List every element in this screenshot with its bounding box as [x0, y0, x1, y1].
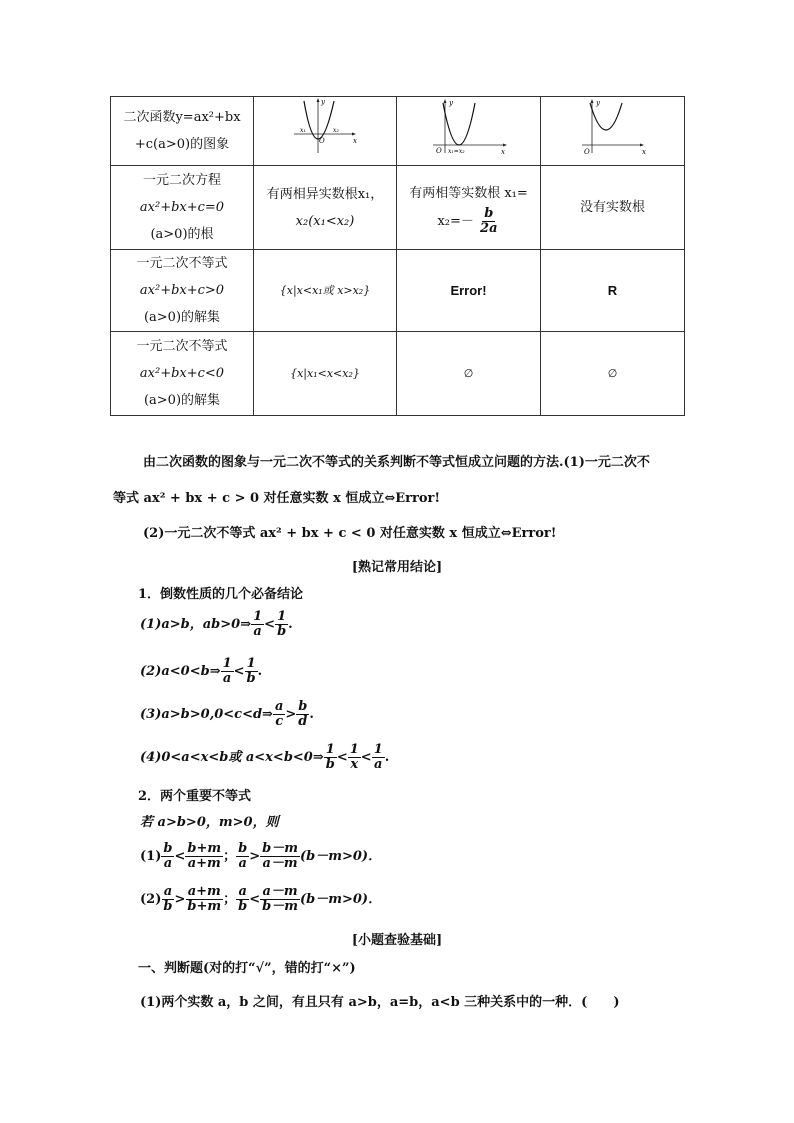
question-group-title: 一、判断题(对的打“√”，错的打“×”) [138, 961, 356, 976]
y-axis-label: y [448, 99, 453, 107]
item-text: (b－m>0)． [299, 892, 382, 907]
condition-line: 若 a>b>0，m>0，则 [140, 815, 279, 830]
conclusion-item [140, 743, 389, 772]
fraction-denominator: a－m [262, 856, 298, 871]
fraction [161, 885, 174, 914]
fraction [324, 743, 337, 772]
item-text: . [309, 707, 314, 722]
inequality-item [140, 885, 381, 914]
section-heading: [小题查验基础] [351, 933, 443, 948]
cell-text: 二次函数y=ax²+bx [123, 110, 241, 125]
fraction-numerator: a [163, 884, 173, 899]
fraction-numerator: a－m [262, 884, 298, 899]
fraction-numerator: b－m [262, 841, 298, 856]
formula-prefix: x₂=－ [437, 213, 474, 229]
cell-text: ax²+bx+c>0 [139, 283, 225, 298]
table-cell [254, 332, 397, 416]
cell-text: +c(a>0)的图象 [134, 137, 230, 152]
fraction-denominator: b [277, 624, 287, 639]
fraction-numerator: 1 [253, 609, 263, 624]
fraction-numerator: 1 [277, 609, 287, 624]
fraction-numerator: b [484, 205, 494, 221]
table-row [111, 97, 685, 166]
fraction-denominator: b+m [187, 899, 222, 914]
paragraph-line: 等式 ax² + bx + c > 0 对任意实数 x 恒成立⇔Error! [113, 491, 441, 506]
cell-text: (a>0)的解集 [143, 393, 221, 408]
x-axis-label: x [500, 148, 505, 155]
cell-text: ax²+bx+c<0 [139, 366, 225, 381]
table-cell-label [111, 250, 254, 332]
cell-text: 有两相异实数根x₁， [266, 186, 384, 202]
fraction-denominator: a [374, 757, 383, 772]
section-title: 2．两个重要不等式 [138, 789, 252, 804]
item-text: (1)a>b，ab>0⇒ [140, 617, 252, 632]
fraction-numerator: 1 [222, 656, 232, 671]
item-text: . [257, 664, 263, 679]
fraction-denominator: a [253, 624, 262, 639]
item-text: < [233, 664, 245, 679]
item-text: ； [223, 849, 237, 864]
table-cell-label [111, 166, 254, 250]
cell-text: 一元二次不等式 [136, 256, 228, 271]
parabola-double-root-graph [429, 97, 509, 155]
fraction [273, 700, 285, 729]
fraction-numerator: b [238, 841, 248, 856]
cell-text: (a>0)的根 [150, 227, 214, 242]
fraction [251, 610, 264, 639]
conclusion-item [140, 610, 293, 639]
fraction [161, 842, 174, 871]
item-text: < [249, 892, 261, 907]
y-axis-label: y [321, 98, 325, 106]
cell-text: {x|x₁<x<x₂} [290, 367, 360, 380]
double-root-formula [401, 207, 536, 236]
fraction [348, 743, 361, 772]
fraction [221, 657, 234, 686]
fraction-denominator: b [246, 671, 256, 686]
item-text: < [174, 849, 186, 864]
cell-text: 没有实数根 [579, 200, 645, 215]
item-text: < [360, 750, 372, 765]
fraction-denominator: c [275, 714, 284, 729]
table-cell [254, 166, 397, 250]
cell-text: ax²+bx+c=0 [139, 200, 225, 215]
fraction [236, 842, 249, 871]
table-cell [541, 166, 685, 250]
y-axis-label: y [595, 99, 600, 107]
item-text: (4)0<a<x<b或 a<x<b<0⇒ [140, 750, 324, 765]
fraction-numerator: b [163, 841, 173, 856]
fraction-denominator: a [163, 856, 173, 871]
table-cell [254, 250, 397, 332]
fraction-numerator: a [238, 884, 247, 899]
graph-no-root [541, 97, 685, 166]
item-text: > [285, 707, 297, 722]
section-title: 1．倒数性质的几个必备结论 [138, 587, 304, 602]
item-text: . [288, 617, 293, 632]
fraction-numerator: 1 [349, 742, 359, 757]
parabola-two-roots-graph [290, 97, 360, 155]
section-heading: [熟记常用结论] [351, 560, 443, 575]
cell-text: ∅ [463, 367, 474, 380]
cell-text: x₂(x₁<x₂) [295, 213, 355, 229]
cell-text: 一元二次方程 [142, 173, 221, 188]
parabola-no-root-graph [578, 97, 648, 155]
table-row [111, 166, 685, 250]
item-text: . [384, 750, 390, 765]
quadratic-relation-table [110, 96, 685, 416]
x-axis-label: x [353, 137, 357, 145]
fraction [275, 610, 288, 639]
fraction-denominator: b [238, 899, 248, 914]
item-text: (2) [140, 892, 162, 907]
fraction-numerator: 1 [373, 742, 383, 757]
item-text: (3)a>b>0,0<c<d⇒ [140, 707, 273, 722]
cell-text: R [607, 282, 618, 298]
inequality-item [140, 842, 381, 871]
fraction [372, 743, 385, 772]
table-cell [397, 166, 541, 250]
x1-equals-x2-label: x₁=x₂ [447, 148, 465, 155]
conclusion-item [140, 657, 262, 686]
fraction-numerator: b+m [187, 841, 222, 856]
table-cell [397, 332, 541, 416]
x1-label: x₁ [300, 127, 306, 134]
fraction [478, 207, 499, 236]
x-axis-label: x [641, 148, 646, 155]
item-text: (1) [140, 849, 162, 864]
table-cell [541, 250, 685, 332]
table-row [111, 332, 685, 416]
fraction-numerator: a [274, 699, 284, 714]
item-text: < [264, 617, 276, 632]
table-cell [541, 332, 685, 416]
graph-double-root [397, 97, 541, 166]
origin-label: O [583, 148, 590, 155]
table-row [111, 250, 685, 332]
cell-text: Error! [450, 282, 487, 298]
fraction-denominator: b－m [262, 899, 298, 914]
x2-label: x₂ [333, 127, 339, 134]
fraction [260, 885, 300, 914]
fraction-numerator: b [298, 699, 308, 714]
fraction [245, 657, 258, 686]
cell-text: {x|x<x₁或 x>x₂} [279, 284, 371, 297]
item-text: > [174, 892, 186, 907]
item-text: > [249, 849, 261, 864]
fraction [185, 842, 223, 871]
fraction-denominator: a [238, 856, 247, 871]
fraction [185, 885, 223, 914]
origin-label: O [435, 147, 442, 155]
fraction [236, 885, 249, 914]
fraction-numerator: 1 [325, 742, 335, 757]
cell-text: 有两相等实数根 x₁= [409, 185, 528, 201]
fraction-denominator: x [350, 757, 359, 772]
fraction-denominator: a [222, 671, 232, 686]
fraction-numerator: a+m [187, 884, 221, 899]
cell-text: (a>0)的解集 [143, 310, 221, 325]
question-item: (1)两个实数 a，b 之间，有且只有 a>b，a=b，a<b 三种关系中的一种．( ) [140, 995, 620, 1010]
fraction-denominator: 2a [480, 220, 498, 236]
item-text: ； [223, 892, 237, 907]
conclusion-item [140, 700, 314, 729]
fraction-denominator: a+m [187, 856, 221, 871]
fraction-denominator: b [325, 757, 335, 772]
fraction-denominator: b [163, 899, 173, 914]
fraction [260, 842, 300, 871]
item-text: < [336, 750, 348, 765]
table-cell-label [111, 97, 254, 166]
cell-text: ∅ [607, 367, 618, 380]
table-cell [397, 250, 541, 332]
origin-label: O [319, 137, 325, 145]
fraction-denominator: d [298, 714, 308, 729]
fraction-numerator: 1 [246, 656, 256, 671]
fraction [296, 700, 309, 729]
item-text: (2)a<0<b⇒ [140, 664, 221, 679]
paragraph-line: 由二次函数的图象与一元二次不等式的关系判断不等式恒成立问题的方法.(1)一元二次不 [143, 455, 650, 470]
paragraph-line: (2)一元二次不等式 ax² + bx + c < 0 对任意实数 x 恒成立⇔Error! [143, 526, 557, 541]
graph-two-roots [254, 97, 397, 166]
cell-text: 一元二次不等式 [136, 339, 228, 354]
item-text: (b－m>0)． [299, 849, 382, 864]
table-cell-label [111, 332, 254, 416]
